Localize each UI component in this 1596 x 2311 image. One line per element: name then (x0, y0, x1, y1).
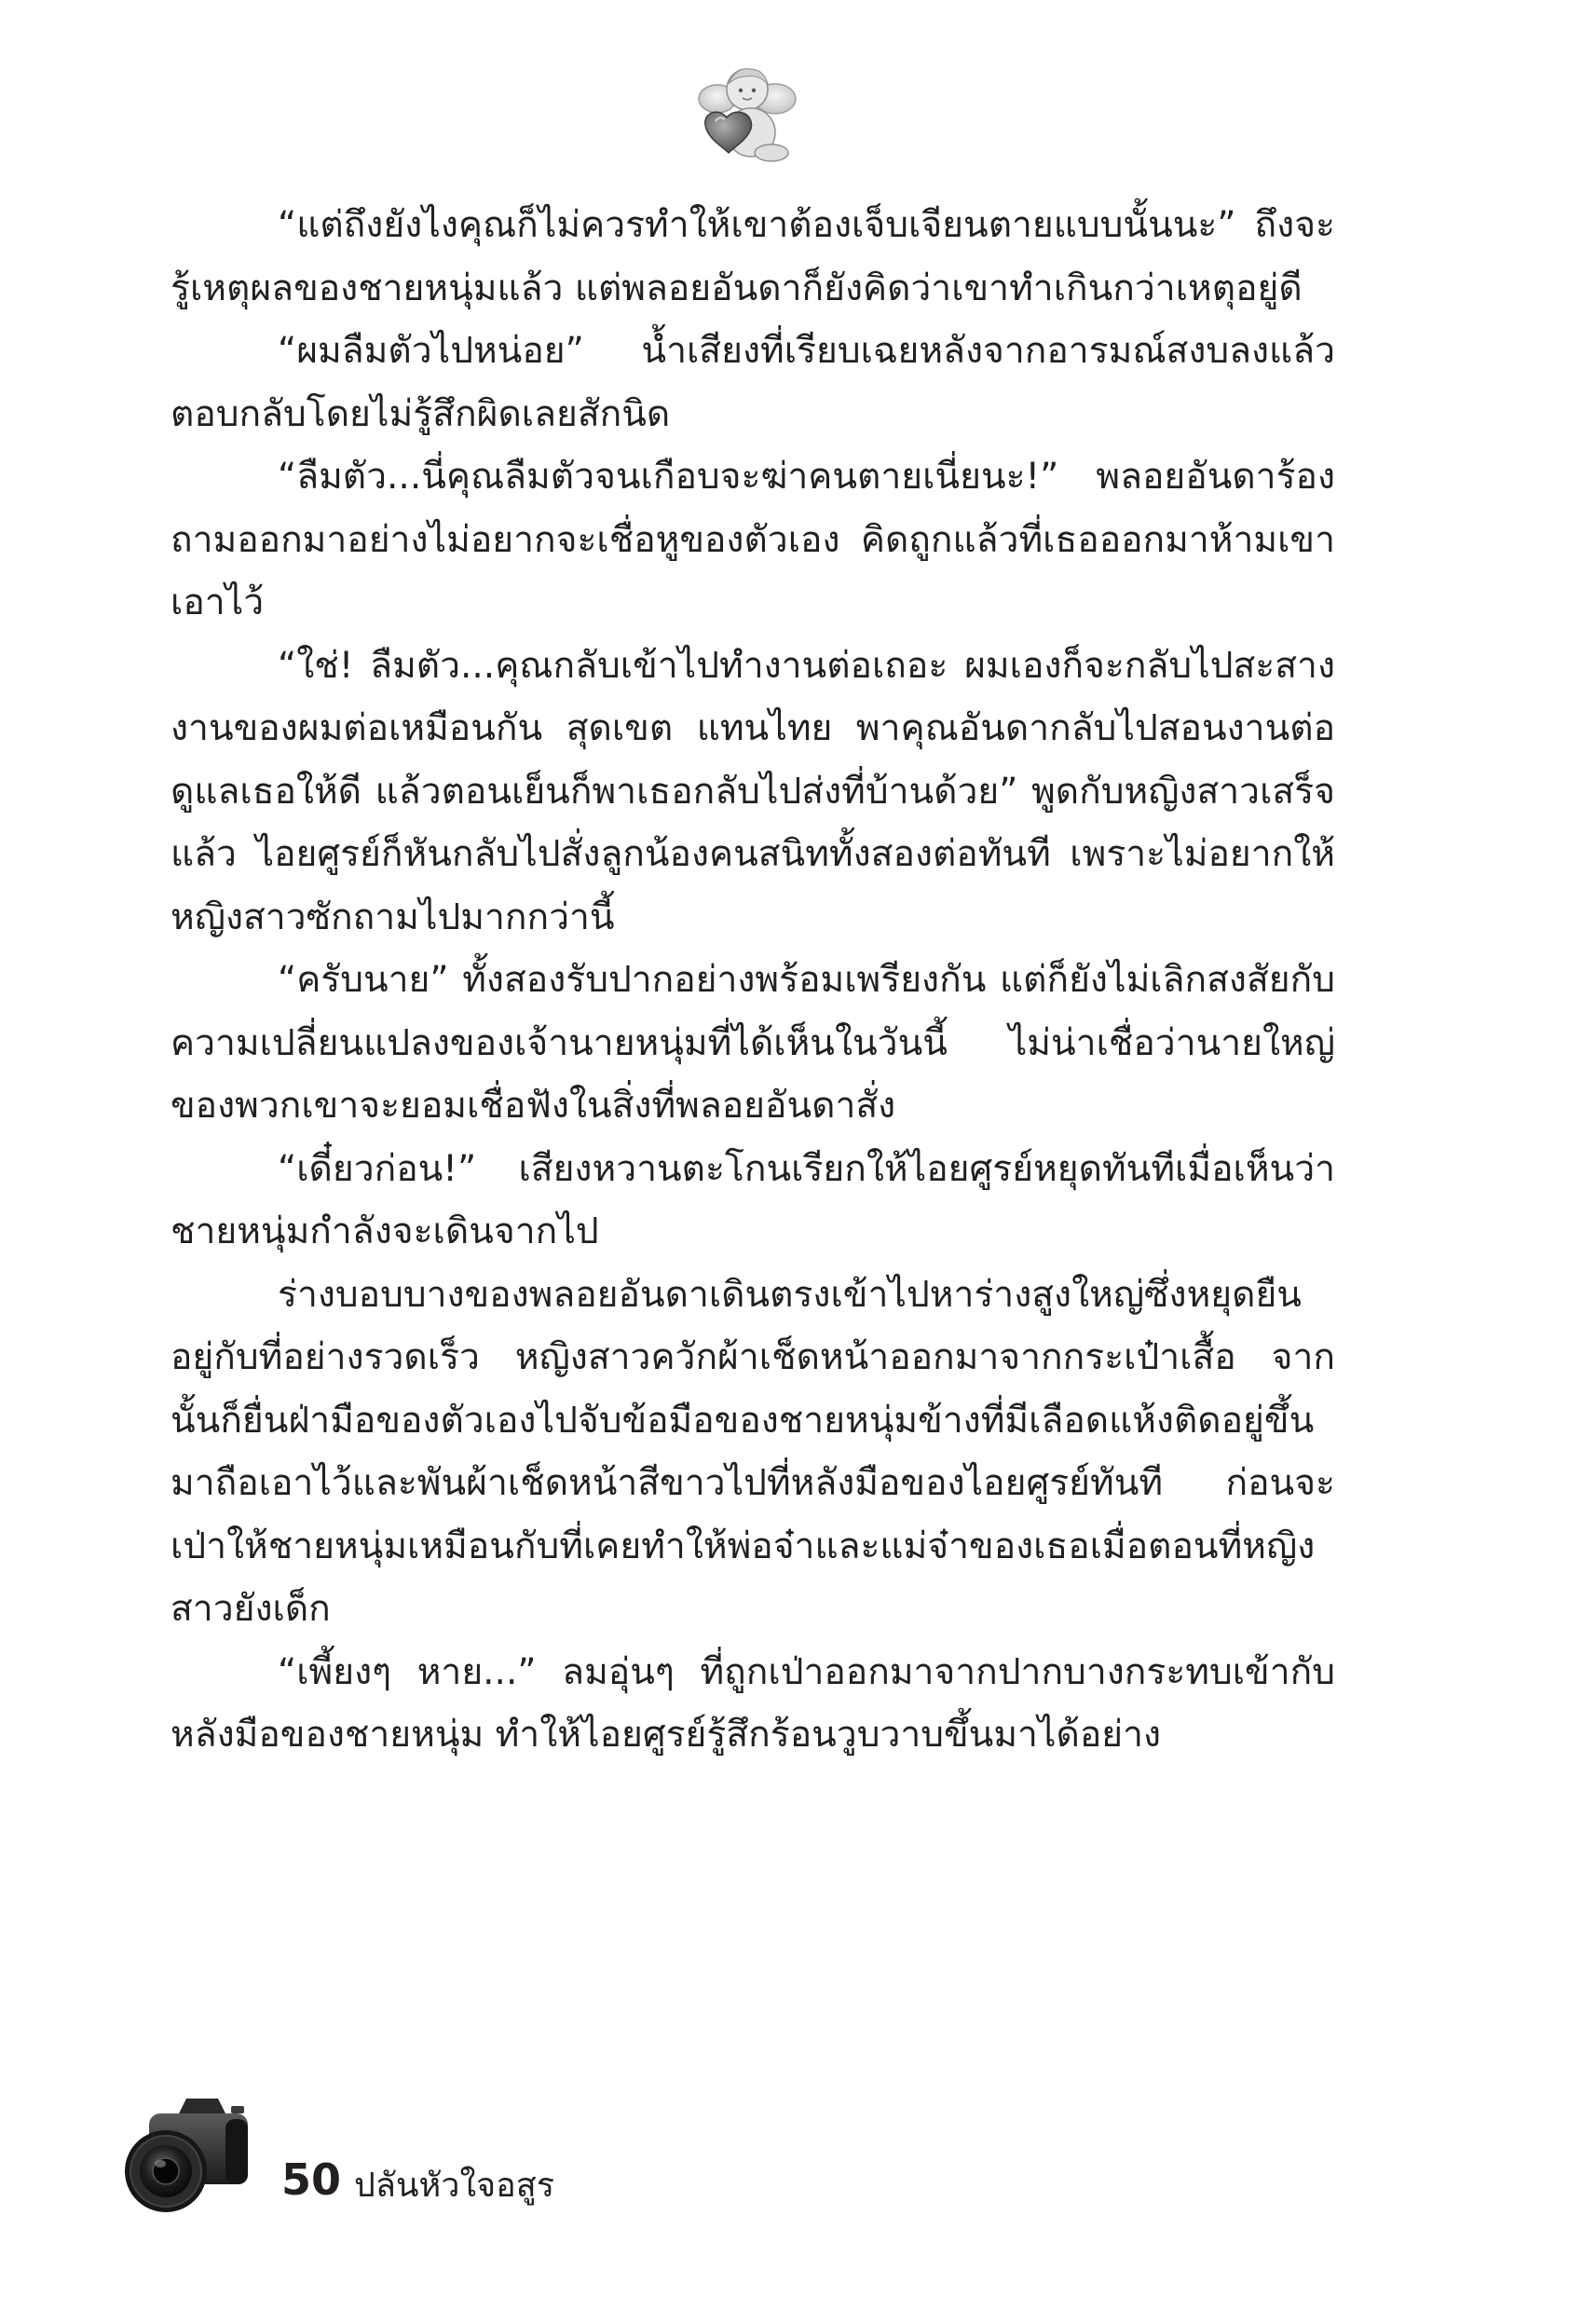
camera-icon (121, 2087, 252, 2218)
paragraph: “เดี๋ยวก่อน!” เสียงหวานตะโกนเรียกให้ไอยศูรย์หยุดทันทีเมื่อเห็นว่าชายหนุ่มกำลังจะเดินจากไป (171, 1147, 1335, 1252)
book-title: ปลันหัวใจอสูร (354, 2167, 555, 2205)
paragraph: “ใช่! ลืมตัว...คุณกลับเข้าไปทำงานต่อเถอะ ผมเองก็จะกลับไปสะสางงานของผมต่อเหมือนกัน สุดเขต แทนไทย พาคุณอันดากลับไปสอนงานต่อ ดูแลเธอให้ดี แล้วตอนเย็นก็พาเธอกลับไปส่งที่บ้านด้วย” พูดกับหญิงสาวเสร็จแล้ว ไอยศูรย์ก็หันกลับไปสั่งลูกน้องคนสนิททั้งสองต่อทันที เพราะไม่อยากให้หญิงสาวซักถามไปมากกว่านี้ (171, 644, 1335, 938)
page-footer (121, 2087, 773, 2227)
page-number: 50 (281, 2154, 342, 2205)
paragraph: “ลืมตัว...นี่คุณลืมตัวจนเกือบจะฆ่าคนตายเนี่ยนะ!” พลอยอันดาร้องถามออกมาอย่างไม่อยากจะเชื่อหูของตัวเอง คิดถูกแล้วที่เธอออกมาห้ามเขาเอาไว้ (171, 456, 1335, 623)
body-text (171, 194, 1335, 1767)
paragraph: “ผมลืมตัวไปหน่อย” น้ำเสียงที่เรียบเฉยหลังจากอารมณ์สงบลงแล้วตอบกลับโดยไม่รู้สึกผิดเลยสักนิด (171, 330, 1335, 435)
paragraph: “เพี้ยงๆ หาย...” ลมอุ่นๆ ที่ถูกเป่าออกมาจากปากบางกระทบเข้ากับหลังมือของชายหนุ่ม ทำให้ไอยศูรย์รู้สึกร้อนวูบวาบขึ้นมาได้อย่าง (171, 1650, 1335, 1756)
cupid-heart-icon (693, 62, 799, 166)
paragraph: “แต่ถึงยังไงคุณก็ไม่ควรทำให้เขาต้องเจ็บเจียนตายแบบนั้นนะ” ถึงจะรู้เหตุผลของชายหนุ่มแล้ว แต่พลอยอันดาก็ยังคิดว่าเขาทำเกินกว่าเหตุอยู่ดี (171, 204, 1335, 309)
paragraph: ร่างบอบบางของพลอยอันดาเดินตรงเข้าไปหาร่างสูงใหญ่ซึ่งหยุดยืนอยู่กับที่อย่างรวดเร็ว หญิงสาวควักผ้าเช็ดหน้าออกมาจากกระเป๋าเสื้อ จากนั้นก็ยื่นฝ่ามือของตัวเองไปจับข้อมือของชายหนุ่มข้างที่มีเลือดแห้งติดอยู่ขึ้นมาถือเอาไว้และพันผ้าเช็ดหน้าสีขาวไปที่หลังมือของไอยศูรย์ทันที ก่อนจะเป่าให้ชายหนุ่มเหมือนกับที่เคยทำให้พ่อจ๋าและแม่จ๋าของเธอเมื่อตอนที่หญิงสาวยังเด็ก (171, 1273, 1335, 1630)
paragraph: “ครับนาย” ทั้งสองรับปากอย่างพร้อมเพรียงกัน แต่ก็ยังไม่เลิกสงสัยกับความเปลี่ยนแปลงของเจ้านายหนุ่มที่ได้เห็นในวันนี้ ไม่น่าเชื่อว่านายใหญ่ของพวกเขาจะยอมเชื่อฟังในสิ่งที่พลอยอันดาสั่ง (171, 959, 1335, 1127)
